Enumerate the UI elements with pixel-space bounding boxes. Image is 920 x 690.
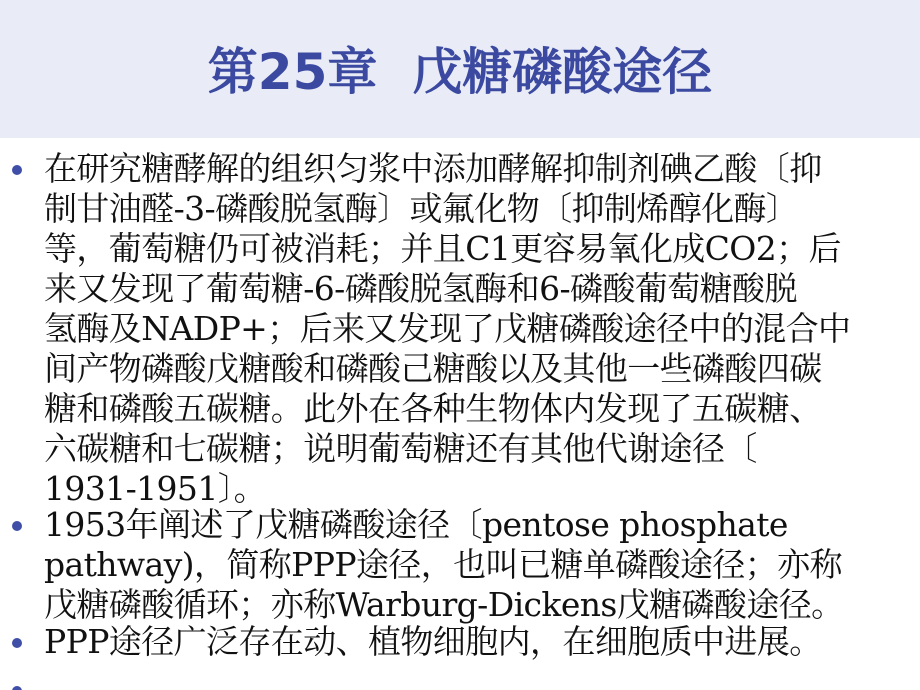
- bullet-text: [44, 670, 912, 690]
- bullet-dot-icon: [12, 165, 22, 175]
- text-line: 来又发现了葡萄糖-6-磷酸脱氢酶和6-磷酸葡萄糖酸脱: [44, 269, 797, 308]
- text-line: [44, 670, 912, 690]
- text-line: 制甘油醛-3-磷酸脱氢酶〕或氟化物〔抑制烯醇化酶〕: [44, 189, 799, 228]
- slide-body: [0, 140, 920, 690]
- bullet-text: [44, 505, 912, 625]
- text-line: 戊糖磷酸循环；亦称Warburg-Dickens戊糖磷酸途径。: [44, 585, 844, 624]
- text-line: 氢酶及NADP+；后来又发现了戊糖磷酸途径中的混合中: [44, 309, 851, 348]
- text-line: 1931-1951〕。: [44, 469, 267, 508]
- bullet-dot-icon: [12, 521, 22, 531]
- title-suffix: 章 戊糖磷酸途径: [327, 43, 713, 101]
- text-line: 等，葡萄糖仍可被消耗；并且C1更容易氧化成CO2；后: [44, 229, 841, 268]
- text-line: 间产物磷酸戊糖酸和磷酸己糖酸以及其他一些磷酸四碳: [44, 349, 822, 388]
- title-prefix: 第: [207, 43, 258, 101]
- text-line: pathway)，简称PPP途径，也叫已糖单磷酸途径；亦称: [44, 545, 842, 584]
- text-line: 在研究糖酵解的组织匀浆中添加酵解抑制剂碘乙酸〔抑: [44, 149, 822, 188]
- text-line: 糖和磷酸五碳糖。此外在各种生物体内发现了五碳糖、: [44, 389, 822, 428]
- text-line: 1953年阐述了戊糖磷酸途径〔pentose phosphate: [44, 505, 788, 544]
- bullet-dot-icon: [12, 638, 22, 648]
- bullet-dot-icon: [12, 686, 22, 690]
- text-line: PPP途径广泛存在动、植物细胞内，在细胞质中进展。: [44, 622, 822, 661]
- bullet-text: [44, 149, 912, 509]
- slide-title: [0, 42, 920, 102]
- text-line: 六碳糖和七碳糖；说明葡萄糖还有其他代谢途径〔: [44, 429, 757, 468]
- title-number: 25: [257, 43, 328, 101]
- bullet-text: [44, 622, 912, 662]
